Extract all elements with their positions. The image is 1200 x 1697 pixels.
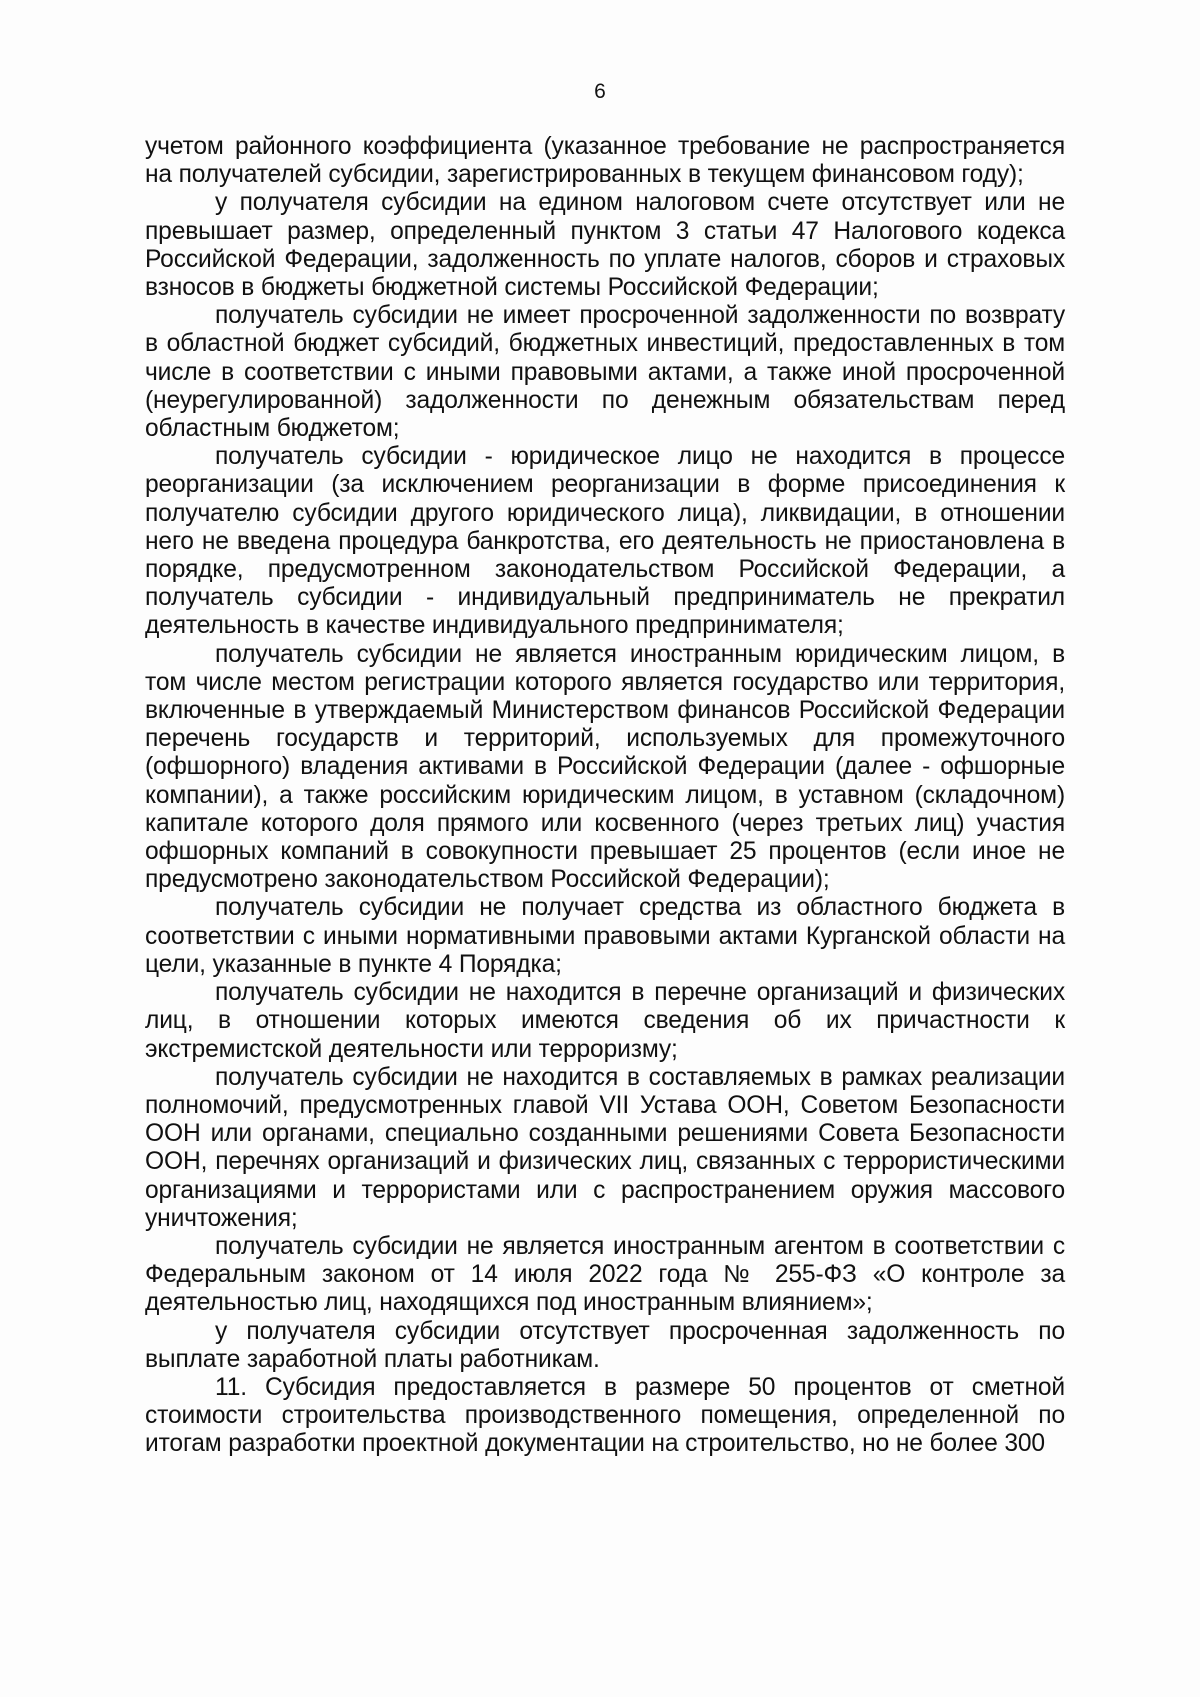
page-number: 6 [594,80,606,103]
document-body [145,133,1065,1459]
paragraph-wage-debt: у получателя субсидии отсутствует просроченная задолженность по выплате заработной платы работникам. [145,1317,1065,1373]
paragraph-un-lists: получатель субсидии не находится в составляемых в рамках реализации полномочий, предусмотренных главой VII Устава ООН, Советом Безопасности ООН или органами, специально созданными решениями Совета Безопасности ООН, перечнях организаций и физических лиц, связанных с террористическими организациями и террористами или с распространением оружия массового уничтожения; [145,1063,1065,1232]
paragraph-foreign-agent: получатель субсидии не является иностранным агентом в соответствии с Федеральным законом от 14 июля 2022 года № 255-ФЗ «О контроле за деятельностью лиц, находящихся под иностранным влиянием»; [145,1232,1065,1317]
paragraph-budget-debt: получатель субсидии не имеет просроченной задолженности по возврату в областной бюджет субсидий, бюджетных инвестиций, предоставленных в том числе в соответствии с иными правовыми актами, а также иной просроченной (неурегулированной) задолженности по денежным обязательствам перед областным бюджетом; [145,302,1065,443]
paragraph-reorganization: получатель субсидии - юридическое лицо не находится в процессе реорганизации (за исключением реорганизации в форме присоединения к получателю субсидии другого юридического лица), ликвидации, в отношении него не введена процедура банкротства, его деятельность не приостановлена в порядке, предусмотренном законодательством Российской Федерации, а получатель субсидии - индивидуальный предприниматель не прекратил деятельность в качестве индивидуального предпринимателя; [145,443,1065,640]
paragraph-tax-debt: у получателя субсидии на едином налоговом счете отсутствует или не превышает размер, определенный пунктом 3 статьи 47 Налогового кодекса Российской Федерации, задолженность по уплате налогов, сборов и страховых взносов в бюджеты бюджетной системы Российской Федерации; [145,189,1065,302]
paragraph-other-funds: получатель субсидии не получает средства из областного бюджета в соответствии с иными нормативными правовыми актами Курганской области на цели, указанные в пункте 4 Порядка; [145,894,1065,978]
paragraph-clause-11: 11. Субсидия предоставляется в размере 50 процентов от сметной стоимости строительства производственного помещения, определенной по итогам разработки проектной документации на строительство, но не более 300 [145,1373,1065,1458]
paragraph-extremism: получатель субсидии не находится в перечне организаций и физических лиц, в отношении которых имеются сведения об их причастности к экстремистской деятельности или терроризму; [145,979,1065,1063]
paragraph-offshore: получатель субсидии не является иностранным юридическим лицом, в том числе местом регистрации которого является государство или территория, включенные в утверждаемый Министерством финансов Российской Федерации перечень государств и территорий, используемых для промежуточного (офшорного) владения активами в Российской Федерации (далее - офшорные компании), а также российским юридическим лицом, в уставном (складочном) капитале которого доля прямого или косвенного (через третьих лиц) участия офшорных компаний в совокупности превышает 25 процентов (если иное не предусмотрено законодательством Российской Федерации); [145,640,1065,894]
paragraph-continuation: учетом районного коэффициента (указанное требование не распространяется на получателей субсидии, зарегистрированных в текущем финансовом году); [145,133,1065,189]
